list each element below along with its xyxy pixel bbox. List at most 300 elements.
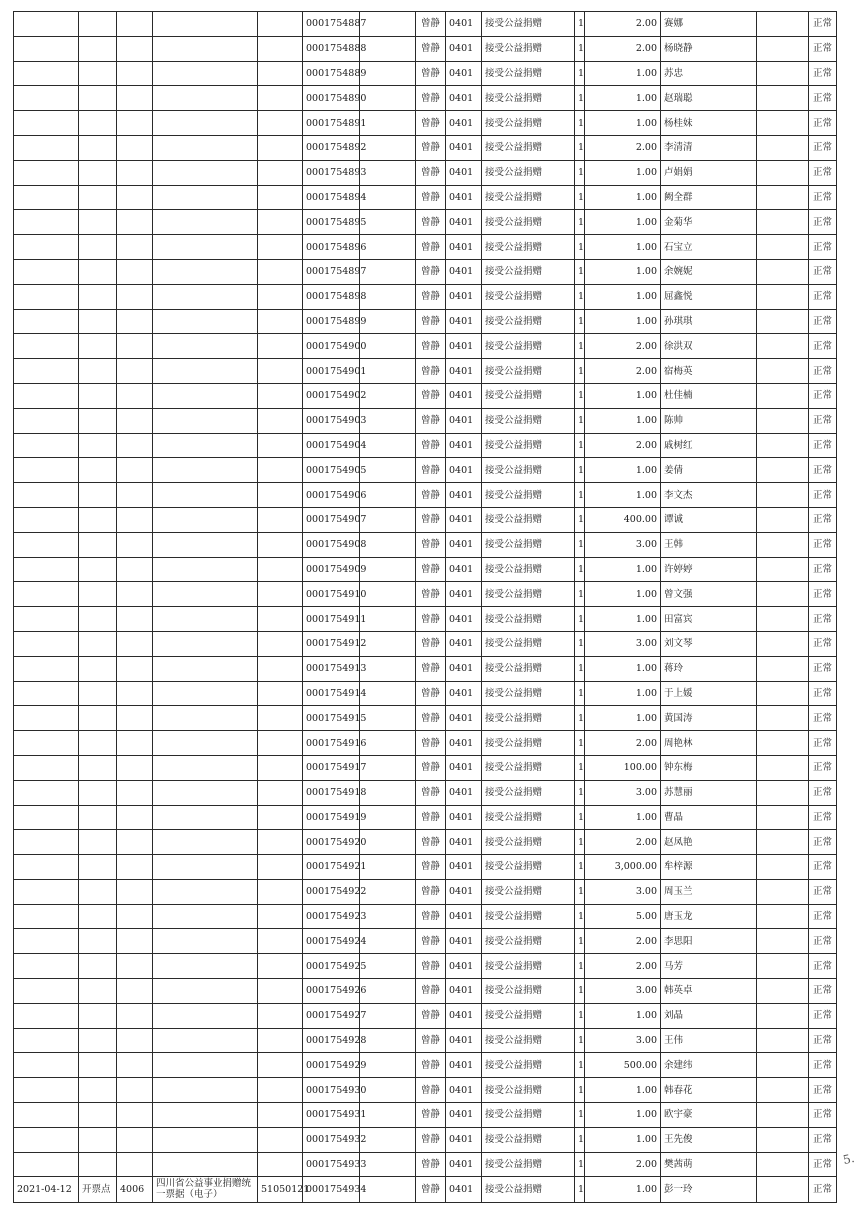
blank-cell	[360, 706, 416, 731]
bill-code-cell	[258, 61, 303, 86]
bill-code-cell	[258, 830, 303, 855]
table-row	[14, 904, 837, 929]
issuer-cell: 曾静	[416, 929, 446, 954]
bill-code-cell	[258, 135, 303, 160]
item-name-cell: 接受公益捐赠	[482, 458, 575, 483]
donor-name-cell: 韩春花	[661, 1078, 757, 1103]
blank-cell	[360, 334, 416, 359]
bill-type-cell	[153, 557, 258, 582]
quantity-cell: 1	[575, 656, 585, 681]
issuer-cell: 曾静	[416, 805, 446, 830]
amount-cell: 2.00	[585, 135, 661, 160]
receipt-number-cell: 0001754921	[303, 855, 360, 880]
receipt-number-cell: 0001754913	[303, 656, 360, 681]
amount-cell: 1.00	[585, 1177, 661, 1203]
quantity-cell: 1	[575, 1003, 585, 1028]
receipt-number-cell: 0001754924	[303, 929, 360, 954]
issuer-cell: 曾静	[416, 185, 446, 210]
bill-code-cell	[258, 210, 303, 235]
date-cell	[14, 706, 79, 731]
amount-cell: 2.00	[585, 1152, 661, 1177]
bill-type-cell	[153, 532, 258, 557]
amount-cell: 1.00	[585, 259, 661, 284]
amount-cell: 3.00	[585, 979, 661, 1004]
item-name-cell: 接受公益捐赠	[482, 805, 575, 830]
bill-code-cell	[258, 111, 303, 136]
donor-name-cell: 欧宇豪	[661, 1103, 757, 1128]
receipt-number-cell: 0001754896	[303, 235, 360, 260]
date-cell	[14, 135, 79, 160]
item-name-cell: 接受公益捐赠	[482, 507, 575, 532]
table-row	[14, 359, 837, 384]
status-cell: 正常	[809, 210, 837, 235]
bill-type-cell	[153, 61, 258, 86]
item-name-cell: 接受公益捐赠	[482, 259, 575, 284]
item-name-cell: 接受公益捐赠	[482, 210, 575, 235]
donor-name-cell: 黄国涛	[661, 706, 757, 731]
item-name-cell: 接受公益捐赠	[482, 904, 575, 929]
status-cell: 正常	[809, 904, 837, 929]
donor-name-cell: 刘晶	[661, 1003, 757, 1028]
receipt-number-cell: 0001754931	[303, 1103, 360, 1128]
blank-cell	[360, 532, 416, 557]
donor-name-cell: 苏慧丽	[661, 780, 757, 805]
amount-cell: 3,000.00	[585, 855, 661, 880]
quantity-cell: 1	[575, 359, 585, 384]
bill-type-cell	[153, 830, 258, 855]
blank-cell	[360, 904, 416, 929]
amount-cell: 2.00	[585, 433, 661, 458]
issuer-cell: 曾静	[416, 1028, 446, 1053]
quantity-cell: 1	[575, 111, 585, 136]
blank-cell	[757, 36, 809, 61]
donor-name-cell: 苏忠	[661, 61, 757, 86]
table-row	[14, 135, 837, 160]
blank-cell	[757, 235, 809, 260]
donor-name-cell: 周玉兰	[661, 879, 757, 904]
issuer-cell: 曾静	[416, 731, 446, 756]
receipt-number-cell: 0001754934	[303, 1177, 360, 1203]
status-cell: 正常	[809, 954, 837, 979]
point-code-cell	[117, 855, 153, 880]
quantity-cell: 1	[575, 805, 585, 830]
amount-cell: 1.00	[585, 1127, 661, 1152]
blank-cell	[360, 309, 416, 334]
donor-name-cell: 赛娜	[661, 12, 757, 37]
date-cell: 2021-04-12	[14, 1177, 79, 1203]
blank-cell	[360, 383, 416, 408]
item-name-cell: 接受公益捐赠	[482, 954, 575, 979]
receipt-number-cell: 0001754912	[303, 631, 360, 656]
item-code-cell: 0401	[446, 36, 482, 61]
table-row	[14, 483, 837, 508]
amount-cell: 1.00	[585, 1103, 661, 1128]
donor-name-cell: 阙全群	[661, 185, 757, 210]
blank-cell	[757, 855, 809, 880]
receipt-number-cell: 0001754901	[303, 359, 360, 384]
amount-cell: 1.00	[585, 458, 661, 483]
receipt-number-cell: 0001754910	[303, 582, 360, 607]
date-cell	[14, 284, 79, 309]
table-row	[14, 607, 837, 632]
item-code-cell: 0401	[446, 433, 482, 458]
bill-code-cell	[258, 855, 303, 880]
item-code-cell: 0401	[446, 1028, 482, 1053]
table-row	[14, 334, 837, 359]
bill-type-cell	[153, 135, 258, 160]
bill-type-cell	[153, 731, 258, 756]
receipt-number-cell: 0001754900	[303, 334, 360, 359]
amount-cell: 1.00	[585, 1078, 661, 1103]
date-cell	[14, 458, 79, 483]
bill-code-cell	[258, 1003, 303, 1028]
receipt-number-cell: 0001754903	[303, 408, 360, 433]
item-code-cell: 0401	[446, 1053, 482, 1078]
item-name-cell: 接受公益捐赠	[482, 334, 575, 359]
blank-cell	[360, 359, 416, 384]
status-cell: 正常	[809, 507, 837, 532]
date-cell	[14, 532, 79, 557]
point-code-cell	[117, 656, 153, 681]
bill-type-cell	[153, 1103, 258, 1128]
item-code-cell: 0401	[446, 259, 482, 284]
table-row	[14, 1103, 837, 1128]
bill-type-cell	[153, 408, 258, 433]
point-code-cell	[117, 210, 153, 235]
donor-name-cell: 戚树红	[661, 433, 757, 458]
status-cell: 正常	[809, 979, 837, 1004]
quantity-cell: 1	[575, 36, 585, 61]
blank-cell	[360, 830, 416, 855]
bill-type-cell	[153, 631, 258, 656]
item-code-cell: 0401	[446, 12, 482, 37]
quantity-cell: 1	[575, 12, 585, 37]
donor-name-cell: 孙琪琪	[661, 309, 757, 334]
table-row	[14, 383, 837, 408]
point-code-cell	[117, 681, 153, 706]
donor-name-cell: 刘文琴	[661, 631, 757, 656]
bill-type-cell	[153, 656, 258, 681]
issuer-cell: 曾静	[416, 755, 446, 780]
donor-name-cell: 蒋玲	[661, 656, 757, 681]
issuer-cell: 曾静	[416, 284, 446, 309]
receipt-number-cell: 0001754899	[303, 309, 360, 334]
bill-code-cell	[258, 1127, 303, 1152]
item-code-cell: 0401	[446, 284, 482, 309]
amount-cell: 3.00	[585, 631, 661, 656]
amount-cell: 1.00	[585, 61, 661, 86]
issue-place-cell	[79, 979, 117, 1004]
date-cell	[14, 483, 79, 508]
bill-type-cell	[153, 507, 258, 532]
quantity-cell: 1	[575, 532, 585, 557]
bill-code-cell	[258, 458, 303, 483]
blank-cell	[757, 185, 809, 210]
item-name-cell: 接受公益捐赠	[482, 780, 575, 805]
item-code-cell: 0401	[446, 61, 482, 86]
issue-place-cell	[79, 284, 117, 309]
issuer-cell: 曾静	[416, 334, 446, 359]
status-cell: 正常	[809, 36, 837, 61]
bill-code-cell	[258, 160, 303, 185]
issuer-cell: 曾静	[416, 36, 446, 61]
bill-type-cell	[153, 235, 258, 260]
blank-cell	[757, 284, 809, 309]
item-name-cell: 接受公益捐赠	[482, 1028, 575, 1053]
donor-name-cell: 赵瑞聪	[661, 86, 757, 111]
donor-name-cell: 杨桂妹	[661, 111, 757, 136]
item-code-cell: 0401	[446, 210, 482, 235]
receipt-number-cell: 0001754928	[303, 1028, 360, 1053]
bill-type-cell	[153, 1053, 258, 1078]
table-row	[14, 706, 837, 731]
bill-code-cell	[258, 557, 303, 582]
status-cell: 正常	[809, 706, 837, 731]
item-name-cell: 接受公益捐赠	[482, 855, 575, 880]
item-code-cell: 0401	[446, 1078, 482, 1103]
point-code-cell	[117, 334, 153, 359]
amount-cell: 3.00	[585, 1028, 661, 1053]
blank-cell	[757, 1053, 809, 1078]
item-code-cell: 0401	[446, 458, 482, 483]
item-name-cell: 接受公益捐赠	[482, 160, 575, 185]
table-row	[14, 408, 837, 433]
point-code-cell	[117, 904, 153, 929]
bill-type-cell	[153, 582, 258, 607]
quantity-cell: 1	[575, 954, 585, 979]
issue-place-cell	[79, 12, 117, 37]
bill-type-cell	[153, 185, 258, 210]
issue-place-cell	[79, 1053, 117, 1078]
status-cell: 正常	[809, 1028, 837, 1053]
receipt-number-cell: 0001754908	[303, 532, 360, 557]
donor-name-cell: 余建纬	[661, 1053, 757, 1078]
date-cell	[14, 359, 79, 384]
table-row	[14, 954, 837, 979]
blank-cell	[757, 259, 809, 284]
bill-type-cell	[153, 86, 258, 111]
point-code-cell	[117, 185, 153, 210]
status-cell: 正常	[809, 383, 837, 408]
issuer-cell: 曾静	[416, 1177, 446, 1203]
receipt-number-cell: 0001754897	[303, 259, 360, 284]
point-code-cell	[117, 135, 153, 160]
item-name-cell: 接受公益捐赠	[482, 557, 575, 582]
bill-code-cell	[258, 185, 303, 210]
issue-place-cell	[79, 1152, 117, 1177]
point-code-cell	[117, 706, 153, 731]
issuer-cell: 曾静	[416, 210, 446, 235]
issuer-cell: 曾静	[416, 1127, 446, 1152]
amount-cell: 1.00	[585, 160, 661, 185]
issuer-cell: 曾静	[416, 433, 446, 458]
quantity-cell: 1	[575, 731, 585, 756]
quantity-cell: 1	[575, 1177, 585, 1203]
status-cell: 正常	[809, 1078, 837, 1103]
date-cell	[14, 582, 79, 607]
bill-type-cell	[153, 359, 258, 384]
quantity-cell: 1	[575, 607, 585, 632]
issuer-cell: 曾静	[416, 1053, 446, 1078]
table-row	[14, 61, 837, 86]
status-cell: 正常	[809, 185, 837, 210]
status-cell: 正常	[809, 86, 837, 111]
point-code-cell	[117, 160, 153, 185]
amount-cell: 100.00	[585, 755, 661, 780]
bill-type-cell	[153, 433, 258, 458]
issuer-cell: 曾静	[416, 954, 446, 979]
donor-name-cell: 石宝立	[661, 235, 757, 260]
donor-name-cell: 王韩	[661, 532, 757, 557]
receipt-number-cell: 0001754909	[303, 557, 360, 582]
blank-cell	[757, 607, 809, 632]
blank-cell	[757, 86, 809, 111]
quantity-cell: 1	[575, 185, 585, 210]
receipt-number-cell: 0001754907	[303, 507, 360, 532]
status-cell: 正常	[809, 755, 837, 780]
donor-name-cell: 杜佳楠	[661, 383, 757, 408]
quantity-cell: 1	[575, 135, 585, 160]
receipt-number-cell: 0001754906	[303, 483, 360, 508]
status-cell: 正常	[809, 408, 837, 433]
donor-name-cell: 余婉妮	[661, 259, 757, 284]
blank-cell	[360, 1177, 416, 1203]
bill-code-cell	[258, 706, 303, 731]
blank-cell	[757, 309, 809, 334]
point-code-cell	[117, 12, 153, 37]
donor-name-cell: 宿梅英	[661, 359, 757, 384]
date-cell	[14, 805, 79, 830]
issuer-cell: 曾静	[416, 12, 446, 37]
bill-type-cell	[153, 284, 258, 309]
receipt-ledger-table	[13, 11, 837, 1203]
issuer-cell: 曾静	[416, 582, 446, 607]
bill-type-cell	[153, 706, 258, 731]
date-cell	[14, 1103, 79, 1128]
item-code-cell: 0401	[446, 235, 482, 260]
table-row	[14, 458, 837, 483]
receipt-number-cell: 0001754929	[303, 1053, 360, 1078]
donor-name-cell: 李思阳	[661, 929, 757, 954]
issue-place-cell: 开票点	[79, 1177, 117, 1203]
issue-place-cell	[79, 309, 117, 334]
point-code-cell	[117, 1078, 153, 1103]
item-code-cell: 0401	[446, 879, 482, 904]
table-row	[14, 929, 837, 954]
blank-cell	[757, 929, 809, 954]
blank-cell	[360, 1127, 416, 1152]
point-code-cell	[117, 954, 153, 979]
quantity-cell: 1	[575, 929, 585, 954]
bill-code-cell	[258, 607, 303, 632]
quantity-cell: 1	[575, 755, 585, 780]
issuer-cell: 曾静	[416, 235, 446, 260]
amount-cell: 1.00	[585, 284, 661, 309]
status-cell: 正常	[809, 830, 837, 855]
date-cell	[14, 1078, 79, 1103]
date-cell	[14, 185, 79, 210]
donor-name-cell: 马芳	[661, 954, 757, 979]
point-code-cell	[117, 1127, 153, 1152]
table-row	[14, 879, 837, 904]
bill-type-cell	[153, 483, 258, 508]
issue-place-cell	[79, 1103, 117, 1128]
bill-type-cell	[153, 805, 258, 830]
amount-cell: 1.00	[585, 582, 661, 607]
table-row	[14, 1127, 837, 1152]
date-cell	[14, 86, 79, 111]
item-code-cell: 0401	[446, 780, 482, 805]
point-code-cell	[117, 1103, 153, 1128]
point-code-cell	[117, 483, 153, 508]
donor-name-cell: 唐玉龙	[661, 904, 757, 929]
status-cell: 正常	[809, 458, 837, 483]
table-row	[14, 1152, 837, 1177]
item-code-cell: 0401	[446, 582, 482, 607]
donor-name-cell: 田富宾	[661, 607, 757, 632]
item-name-cell: 接受公益捐赠	[482, 111, 575, 136]
donor-name-cell: 于上媛	[661, 681, 757, 706]
status-cell: 正常	[809, 483, 837, 508]
issue-place-cell	[79, 483, 117, 508]
blank-cell	[360, 458, 416, 483]
table-row	[14, 631, 837, 656]
blank-cell	[360, 1103, 416, 1128]
donor-name-cell: 李清清	[661, 135, 757, 160]
item-name-cell: 接受公益捐赠	[482, 36, 575, 61]
bill-code-cell	[258, 805, 303, 830]
table-row	[14, 1177, 837, 1203]
blank-cell	[757, 532, 809, 557]
quantity-cell: 1	[575, 879, 585, 904]
issue-place-cell	[79, 458, 117, 483]
issue-place-cell	[79, 954, 117, 979]
status-cell: 正常	[809, 1003, 837, 1028]
receipt-number-cell: 0001754895	[303, 210, 360, 235]
blank-cell	[360, 780, 416, 805]
donor-name-cell: 陈帅	[661, 408, 757, 433]
bill-type-cell	[153, 607, 258, 632]
donor-name-cell: 徐洪双	[661, 334, 757, 359]
receipt-number-cell: 0001754893	[303, 160, 360, 185]
donor-name-cell: 姜倩	[661, 458, 757, 483]
bill-type-cell	[153, 334, 258, 359]
issue-place-cell	[79, 259, 117, 284]
amount-cell: 1.00	[585, 607, 661, 632]
quantity-cell: 1	[575, 61, 585, 86]
quantity-cell: 1	[575, 1152, 585, 1177]
bill-type-cell	[153, 1078, 258, 1103]
receipt-number-cell: 0001754891	[303, 111, 360, 136]
date-cell	[14, 111, 79, 136]
blank-cell	[757, 1003, 809, 1028]
blank-cell	[360, 681, 416, 706]
table-row	[14, 309, 837, 334]
point-code-cell	[117, 532, 153, 557]
amount-cell: 2.00	[585, 12, 661, 37]
bill-code-cell	[258, 681, 303, 706]
bill-code-cell	[258, 631, 303, 656]
issue-place-cell	[79, 135, 117, 160]
issue-place-cell	[79, 904, 117, 929]
item-name-cell: 接受公益捐赠	[482, 483, 575, 508]
point-code-cell	[117, 979, 153, 1004]
issue-place-cell	[79, 780, 117, 805]
blank-cell	[360, 879, 416, 904]
date-cell	[14, 383, 79, 408]
issuer-cell: 曾静	[416, 855, 446, 880]
quantity-cell: 1	[575, 458, 585, 483]
